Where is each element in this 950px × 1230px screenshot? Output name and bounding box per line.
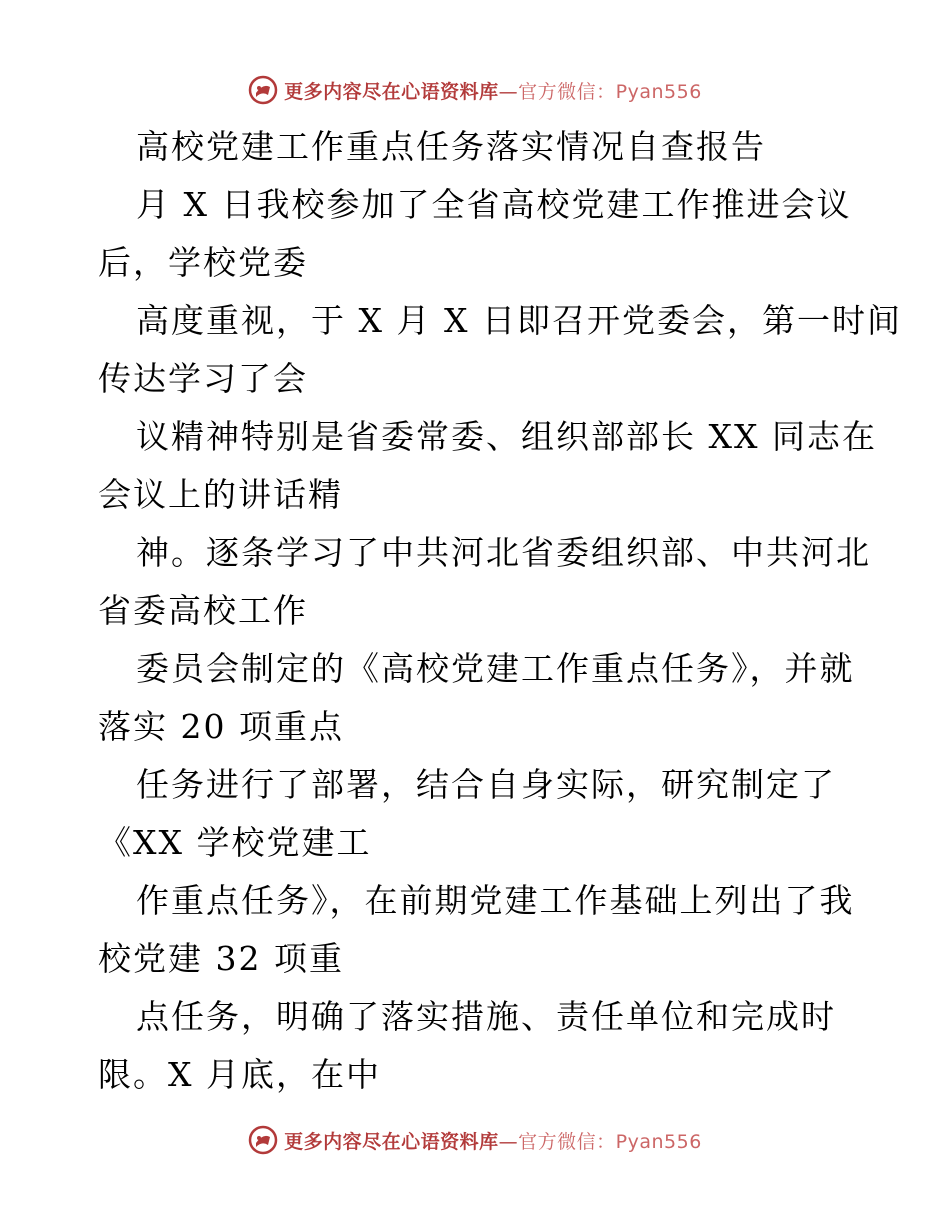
paragraph-line: 传达学习了会 — [98, 359, 308, 398]
paragraph-line: 神。逐条学习了中共河北省委组织部、中共河北 — [136, 533, 871, 572]
paragraph-line: 议精神特别是省委常委、组织部部长 XX 同志在 — [136, 417, 877, 456]
paragraph-line: 校党建 32 项重 — [98, 939, 344, 978]
header-banner — [0, 70, 950, 110]
paragraph-line: 月 X 日我校参加了全省高校党建工作推进会议 — [136, 185, 852, 224]
banner-dash: — — [498, 1130, 519, 1153]
banner-text — [284, 77, 702, 104]
paragraph-line: 落实 20 项重点 — [98, 707, 344, 746]
banner-text — [284, 1127, 702, 1154]
banner-main-text: 更多内容尽在心语资料库 — [284, 80, 499, 103]
paragraph-line: 高度重视，于 X 月 X 日即召开党委会，第一时间 — [136, 301, 902, 340]
banner-wechat-text: 官方微信：Pyan556 — [518, 1130, 702, 1153]
banner-main-text: 更多内容尽在心语资料库 — [284, 1130, 499, 1153]
footer-banner — [0, 1120, 950, 1160]
paragraph-line: 会议上的讲话精 — [98, 475, 343, 514]
book-logo-icon — [248, 75, 278, 105]
paragraph-line: 省委高校工作 — [98, 591, 308, 630]
paragraph-line: 任务进行了部署，结合自身实际，研究制定了 — [136, 765, 836, 804]
paragraph-line: 作重点任务》，在前期党建工作基础上列出了我 — [136, 881, 855, 920]
document-title: 高校党建工作重点任务落实情况自查报告 — [136, 127, 766, 166]
paragraph-line: 《XX 学校党建工 — [98, 823, 372, 862]
paragraph-line: 委员会制定的《高校党建工作重点任务》，并就 — [136, 649, 855, 688]
banner-wechat-text: 官方微信：Pyan556 — [518, 80, 702, 103]
paragraph-line: 点任务，明确了落实措施、责任单位和完成时 — [136, 997, 836, 1036]
book-logo-icon — [248, 1125, 278, 1155]
paragraph-line: 后，学校党委 — [98, 243, 308, 282]
banner-dash: — — [498, 80, 519, 103]
paragraph-line: 限。X 月底，在中 — [98, 1055, 381, 1094]
document-body — [98, 118, 902, 1104]
